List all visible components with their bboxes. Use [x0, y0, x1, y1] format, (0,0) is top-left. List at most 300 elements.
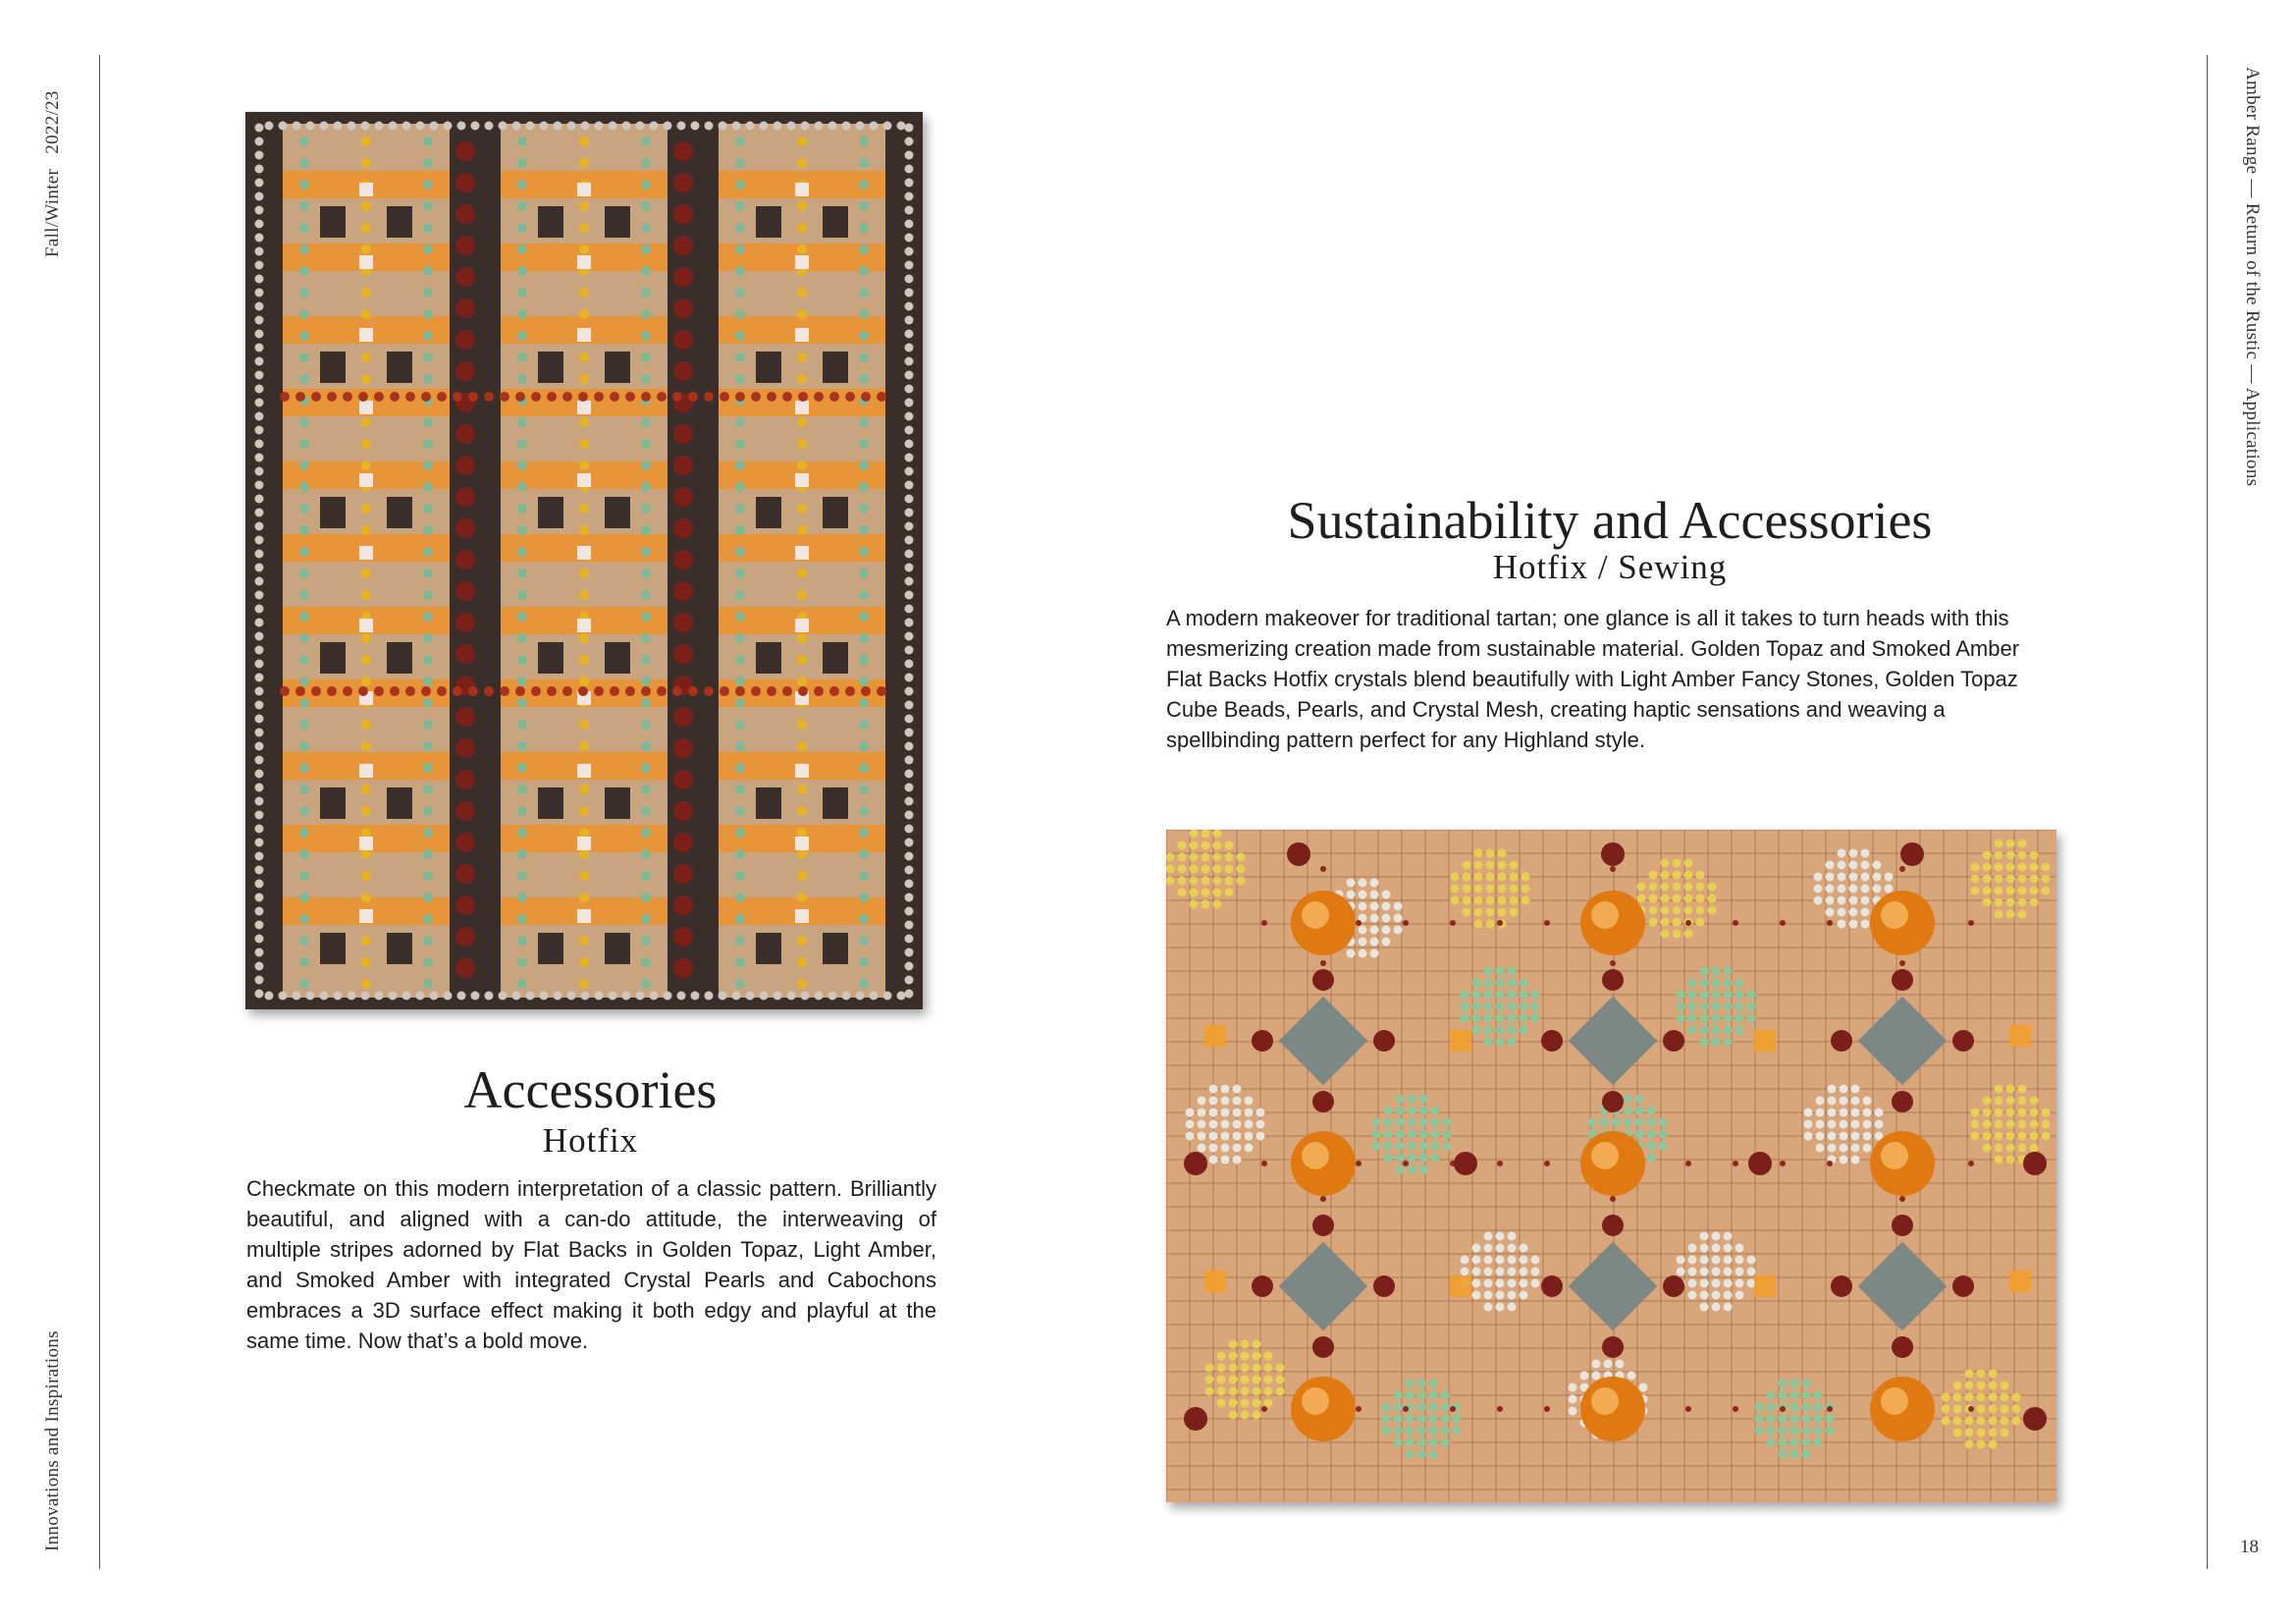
small-crystal	[1496, 1303, 1505, 1312]
small-crystal	[1229, 1411, 1238, 1420]
red-stone	[453, 686, 462, 696]
green-crystal	[517, 266, 527, 276]
green-crystal	[735, 266, 745, 276]
small-crystal	[2006, 1144, 2015, 1153]
white-cube-bead	[795, 764, 809, 778]
border-crystal	[334, 122, 343, 131]
red-stone	[280, 392, 290, 402]
red-pearl	[673, 770, 693, 789]
green-crystal	[859, 633, 869, 643]
tiny-stone	[1827, 920, 1833, 926]
gold-crystal	[797, 828, 807, 838]
small-crystal	[1461, 991, 1469, 1000]
dark-window	[538, 933, 563, 964]
small-crystal	[1989, 1381, 1998, 1390]
red-pearl	[673, 801, 693, 821]
small-crystal	[1635, 1118, 1644, 1127]
border-crystal	[905, 948, 914, 957]
border-crystal	[801, 992, 810, 1001]
green-crystal	[641, 331, 651, 341]
border-crystal	[650, 122, 659, 131]
small-crystal	[1616, 1360, 1625, 1369]
small-crystal	[1861, 920, 1870, 929]
small-crystal	[1790, 1427, 1799, 1435]
red-stone	[861, 392, 871, 402]
small-crystal	[1851, 1097, 1860, 1106]
small-crystal	[1755, 1415, 1764, 1424]
border-crystal	[622, 122, 631, 131]
green-crystal	[299, 158, 309, 168]
small-crystal	[1408, 1165, 1416, 1174]
red-stone	[515, 686, 525, 696]
small-crystal	[1225, 865, 1234, 874]
border-crystal	[293, 992, 301, 1001]
small-crystal	[1190, 900, 1199, 909]
small-crystal	[1253, 1399, 1261, 1408]
green-crystal	[517, 720, 527, 730]
small-crystal	[1747, 1002, 1756, 1011]
small-crystal	[1256, 1132, 1265, 1141]
green-crystal	[859, 223, 869, 233]
border-crystal	[416, 122, 425, 131]
red-pearl	[455, 801, 475, 821]
small-crystal	[1965, 1393, 1974, 1402]
small-crystal	[1225, 841, 1234, 850]
small-crystal	[1700, 1244, 1709, 1253]
small-crystal	[1276, 1364, 1285, 1373]
red-stone	[798, 392, 808, 402]
small-crystal	[1417, 1380, 1426, 1388]
border-crystal	[389, 992, 398, 1001]
small-crystal	[1417, 1415, 1426, 1424]
small-crystal	[1382, 914, 1391, 923]
border-crystal	[255, 577, 264, 586]
border-crystal	[255, 536, 264, 545]
green-crystal	[735, 677, 745, 686]
small-crystal	[1983, 1109, 1992, 1117]
small-crystal	[1384, 1118, 1393, 1127]
red-stone	[767, 686, 776, 696]
small-crystal	[1802, 1391, 1811, 1400]
small-crystal	[1370, 938, 1379, 947]
green-crystal	[735, 936, 745, 946]
green-crystal	[641, 201, 651, 211]
tiny-stone	[1497, 920, 1503, 926]
small-crystal	[1802, 1380, 1811, 1388]
small-crystal	[1712, 1014, 1721, 1023]
small-crystal	[1217, 1376, 1226, 1384]
small-crystal	[1496, 1026, 1505, 1035]
green-crystal	[423, 568, 433, 578]
small-crystal	[1190, 877, 1199, 886]
small-crystal	[1779, 1438, 1788, 1447]
season-label	[42, 90, 64, 257]
small-crystal	[2018, 1120, 2027, 1129]
border-crystal	[905, 839, 914, 847]
small-crystal	[1484, 1279, 1493, 1288]
small-crystal	[1522, 885, 1530, 893]
red-pearl	[455, 581, 475, 601]
green-crystal	[735, 180, 745, 189]
small-crystal	[1600, 1118, 1609, 1127]
gold-crystal	[579, 309, 589, 319]
small-crystal	[1431, 1142, 1440, 1151]
red-pearl	[455, 864, 475, 884]
green-crystal	[423, 482, 433, 492]
small-crystal	[1221, 1132, 1230, 1141]
border-crystal	[255, 234, 264, 243]
small-crystal	[1700, 1256, 1709, 1265]
golden-cube-bead	[2009, 1025, 2031, 1047]
small-crystal	[1647, 1130, 1656, 1139]
small-crystal	[1508, 1244, 1517, 1253]
small-crystal	[1635, 1130, 1644, 1139]
gold-crystal	[361, 677, 371, 686]
small-crystal	[1816, 1132, 1825, 1141]
border-crystal	[255, 715, 264, 724]
small-crystal	[1253, 1411, 1261, 1420]
small-crystal	[1989, 1393, 1998, 1402]
small-crystal	[2030, 1109, 2039, 1117]
small-crystal	[1205, 1364, 1214, 1373]
gold-crystal	[579, 893, 589, 902]
border-crystal	[485, 992, 494, 1001]
small-crystal	[2018, 839, 2027, 848]
small-crystal	[1221, 1120, 1230, 1129]
small-crystal	[1178, 877, 1187, 886]
tiny-stone	[1733, 1161, 1738, 1166]
small-crystal	[1971, 1109, 1980, 1117]
small-crystal	[1779, 1391, 1788, 1400]
red-stone	[311, 686, 321, 696]
green-crystal	[517, 785, 527, 794]
small-crystal	[1441, 1415, 1450, 1424]
green-crystal	[517, 482, 527, 492]
small-crystal	[1209, 1156, 1218, 1164]
green-crystal	[423, 331, 433, 341]
border-crystal	[255, 948, 264, 957]
small-crystal	[2001, 1393, 2009, 1402]
small-crystal	[1724, 1244, 1733, 1253]
white-cube-bead	[359, 401, 373, 414]
red-pearl	[455, 895, 475, 915]
green-crystal	[641, 655, 651, 665]
tiny-stone	[1780, 1406, 1786, 1412]
white-cube-bead	[577, 473, 591, 487]
small-crystal	[1816, 1120, 1825, 1129]
small-crystal	[1724, 1256, 1733, 1265]
green-crystal	[423, 180, 433, 189]
red-stone	[343, 686, 352, 696]
small-crystal	[1826, 861, 1835, 870]
green-crystal	[299, 936, 309, 946]
small-crystal	[1384, 1107, 1393, 1115]
red-stone	[782, 392, 792, 402]
red-stone	[625, 686, 635, 696]
border-crystal	[905, 220, 914, 229]
small-crystal	[1510, 885, 1519, 893]
green-crystal	[299, 828, 309, 838]
small-crystal	[1496, 1014, 1505, 1023]
small-crystal	[2018, 1097, 2027, 1106]
border-crystal	[905, 124, 914, 133]
small-crystal	[1828, 1085, 1837, 1094]
border-crystal	[677, 992, 686, 1001]
red-stone	[500, 392, 509, 402]
small-crystal	[1977, 1440, 1986, 1449]
small-crystal	[1838, 849, 1846, 858]
gold-crystal	[361, 936, 371, 946]
border-crystal	[306, 122, 315, 131]
small-crystal	[1394, 1438, 1403, 1447]
small-crystal	[1735, 1002, 1744, 1011]
small-crystal	[1747, 1014, 1756, 1023]
green-crystal	[735, 136, 745, 146]
red-pearl	[455, 644, 475, 664]
red-pearl	[1454, 1152, 1477, 1175]
small-crystal	[1977, 1393, 1986, 1402]
gold-crystal	[361, 849, 371, 859]
white-cube-bead	[359, 183, 373, 196]
small-crystal	[1508, 1291, 1517, 1300]
gold-crystal	[579, 439, 589, 449]
small-crystal	[1696, 906, 1705, 915]
red-pearl	[455, 267, 475, 287]
small-crystal	[1419, 1130, 1428, 1139]
red-stone	[295, 686, 305, 696]
small-crystal	[1429, 1438, 1438, 1447]
border-crystal	[905, 440, 914, 449]
red-pearl	[455, 770, 475, 789]
green-crystal	[299, 201, 309, 211]
small-crystal	[1417, 1391, 1426, 1400]
small-crystal	[1755, 1403, 1764, 1412]
small-crystal	[1245, 1132, 1254, 1141]
small-crystal	[2030, 1132, 2039, 1141]
green-crystal	[735, 741, 745, 751]
green-crystal	[423, 201, 433, 211]
small-crystal	[1419, 1095, 1428, 1104]
small-crystal	[1347, 891, 1356, 899]
border-crystal	[320, 992, 329, 1001]
golden-cube-bead	[1754, 1275, 1776, 1297]
tiny-stone	[1610, 1196, 1616, 1202]
small-crystal	[1359, 926, 1367, 935]
small-crystal	[1604, 1360, 1613, 1369]
green-crystal	[735, 914, 745, 924]
red-pearl	[673, 833, 693, 852]
red-pearl	[673, 456, 693, 475]
red-stone	[610, 392, 619, 402]
small-crystal	[1696, 918, 1705, 927]
green-crystal	[735, 633, 745, 643]
small-crystal	[1443, 1118, 1452, 1127]
red-pearl	[455, 487, 475, 507]
green-crystal	[299, 957, 309, 967]
green-crystal	[423, 288, 433, 298]
border-crystal	[265, 122, 274, 131]
border-crystal	[526, 122, 535, 131]
red-pearl	[455, 613, 475, 632]
small-crystal	[1453, 1427, 1462, 1435]
small-crystal	[1253, 1364, 1261, 1373]
green-crystal	[859, 525, 869, 535]
border-crystal	[905, 907, 914, 916]
green-crystal	[299, 417, 309, 427]
small-crystal	[1472, 1256, 1481, 1265]
red-stone	[468, 392, 478, 402]
tiny-stone	[1968, 1406, 1974, 1412]
small-crystal	[1995, 1132, 2003, 1141]
red-stone	[735, 392, 745, 402]
small-crystal	[1712, 979, 1721, 988]
border-crystal	[255, 192, 264, 201]
border-crystal	[255, 797, 264, 806]
small-crystal	[1977, 1370, 1986, 1379]
green-crystal	[641, 568, 651, 578]
gold-crystal	[797, 568, 807, 578]
border-crystal	[255, 509, 264, 517]
border-crystal	[856, 992, 865, 1001]
small-crystal	[1712, 1256, 1721, 1265]
red-pearl	[455, 298, 475, 318]
border-crystal	[255, 495, 264, 504]
green-crystal	[517, 698, 527, 708]
green-crystal	[859, 244, 869, 254]
border-crystal	[677, 122, 686, 131]
small-crystal	[2042, 1132, 2051, 1141]
green-crystal	[423, 763, 433, 773]
red-stone	[547, 686, 557, 696]
border-crystal	[905, 674, 914, 682]
small-crystal	[1370, 891, 1379, 899]
small-crystal	[2042, 863, 2051, 872]
small-crystal	[1779, 1450, 1788, 1459]
red-pearl	[1184, 1407, 1207, 1431]
small-crystal	[1359, 938, 1367, 947]
red-pearl	[1892, 1336, 1913, 1358]
small-crystal	[1840, 1132, 1848, 1141]
green-crystal	[299, 612, 309, 622]
small-crystal	[1851, 1085, 1860, 1094]
red-stone	[484, 392, 494, 402]
small-crystal	[1767, 1427, 1776, 1435]
small-crystal	[1826, 885, 1835, 893]
small-crystal	[1225, 877, 1234, 886]
small-crystal	[1461, 1002, 1469, 1011]
border-crystal	[255, 151, 264, 160]
small-crystal	[1408, 1118, 1416, 1127]
small-crystal	[1592, 1372, 1601, 1380]
tiny-stone	[1610, 960, 1616, 966]
small-crystal	[1382, 1403, 1391, 1412]
border-crystal	[554, 992, 562, 1001]
small-crystal	[1942, 1417, 1950, 1426]
small-crystal	[1696, 883, 1705, 892]
gold-crystal	[361, 741, 371, 751]
green-crystal	[735, 352, 745, 362]
small-crystal	[1953, 1381, 1962, 1390]
small-crystal	[1472, 1268, 1481, 1276]
green-crystal	[859, 849, 869, 859]
small-crystal	[1814, 896, 1823, 905]
red-pearl	[1602, 1091, 1624, 1112]
border-crystal	[787, 122, 796, 131]
small-crystal	[1840, 1144, 1848, 1153]
green-crystal	[299, 266, 309, 276]
small-crystal	[1624, 1107, 1632, 1115]
small-crystal	[1712, 1279, 1721, 1288]
small-crystal	[1712, 1268, 1721, 1276]
border-crystal	[905, 481, 914, 490]
border-crystal	[883, 122, 892, 131]
small-crystal	[1849, 849, 1858, 858]
dark-window	[756, 787, 781, 819]
small-crystal	[1767, 1438, 1776, 1447]
small-crystal	[1708, 906, 1717, 915]
border-crystal	[883, 992, 892, 1001]
small-crystal	[1700, 979, 1709, 988]
small-crystal	[1221, 1144, 1230, 1153]
small-crystal	[1484, 1038, 1493, 1047]
green-crystal	[517, 612, 527, 622]
border-crystal	[905, 234, 914, 243]
border-crystal	[255, 632, 264, 641]
small-crystal	[1498, 873, 1507, 882]
gold-crystal	[361, 309, 371, 319]
white-cube-bead	[359, 619, 373, 632]
small-crystal	[1486, 896, 1495, 905]
small-crystal	[1201, 877, 1210, 886]
border-crystal	[255, 550, 264, 559]
small-crystal	[1569, 1383, 1577, 1392]
green-crystal	[299, 288, 309, 298]
red-stone	[374, 686, 384, 696]
red-stone	[295, 392, 305, 402]
red-stone	[327, 392, 337, 402]
small-crystal	[1508, 1002, 1517, 1011]
dark-window	[756, 206, 781, 238]
green-crystal	[299, 460, 309, 470]
red-pearl	[1831, 1275, 1852, 1297]
border-crystal	[255, 619, 264, 627]
border-crystal	[815, 122, 824, 131]
small-crystal	[2001, 1405, 2009, 1414]
border-crystal	[905, 591, 914, 600]
small-crystal	[1245, 1097, 1254, 1106]
small-crystal	[1264, 1387, 1273, 1396]
gold-crystal	[579, 720, 589, 730]
small-crystal	[2018, 1132, 2027, 1141]
small-crystal	[1229, 1387, 1238, 1396]
green-crystal	[299, 180, 309, 189]
green-crystal	[859, 828, 869, 838]
small-crystal	[2012, 1417, 2021, 1426]
gold-crystal	[579, 568, 589, 578]
red-stone	[280, 686, 290, 696]
small-crystal	[1624, 1095, 1632, 1104]
dark-window	[320, 642, 346, 674]
small-crystal	[1245, 1120, 1254, 1129]
red-pearl	[2023, 1152, 2047, 1175]
border-crystal	[255, 206, 264, 215]
small-crystal	[1496, 979, 1505, 988]
small-crystal	[1688, 1268, 1697, 1276]
green-crystal	[517, 180, 527, 189]
small-crystal	[1700, 1014, 1709, 1023]
small-crystal	[1983, 851, 1992, 860]
small-crystal	[1708, 883, 1717, 892]
